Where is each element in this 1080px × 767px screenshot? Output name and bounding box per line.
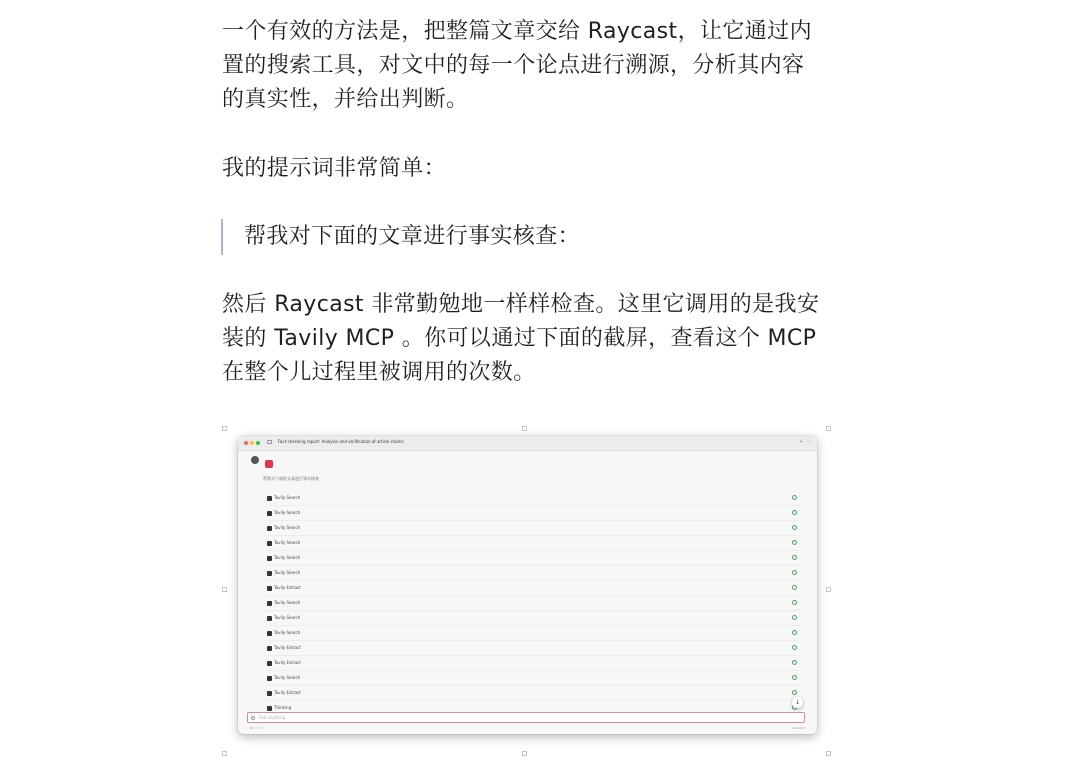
chat-input xyxy=(247,712,805,723)
tool-icon xyxy=(267,691,272,696)
tool-icon xyxy=(267,541,272,546)
check-icon xyxy=(792,555,797,560)
tool-icon xyxy=(267,601,272,606)
check-icon xyxy=(792,660,797,665)
user-prompt: 帮我对下面的文章进行事实核查 xyxy=(263,476,319,481)
tool-call-label: Tavily Extract xyxy=(274,690,301,695)
tool-icon xyxy=(267,556,272,561)
tool-icon xyxy=(267,661,272,666)
tool-call-label: Tavily Search xyxy=(274,525,301,530)
check-icon xyxy=(792,525,797,530)
tool-call-label: Tavily Search xyxy=(274,540,301,545)
tool-call-row xyxy=(265,537,801,551)
zoom-dot-icon xyxy=(256,441,260,445)
tool-call-row xyxy=(265,507,801,521)
resize-handle-top[interactable] xyxy=(522,426,527,431)
tool-call-row xyxy=(265,552,801,566)
scroll-down-icon: ↓ xyxy=(792,697,803,708)
article-paragraph-3: 然后 Raycast 非常勤勉地一样样检查。这里它调用的是我安装的 Tavily MCP 。你可以通过下面的截屏，查看这个 MCP 在整个儿过程里被调用的次数。 xyxy=(222,292,820,385)
attachment-icon xyxy=(265,460,273,468)
check-icon xyxy=(792,495,797,500)
article-paragraph-1: 一个有效的方法是，把整篇文章交给 Raycast，让它通过内置的搜索工具，对文中的每一个论点进行溯源，分析其内容的真实性，并给出判断。 xyxy=(222,19,812,112)
tool-call-label: Tavily Search xyxy=(274,510,301,515)
check-icon xyxy=(792,675,797,680)
tool-call-label: Tavily Search xyxy=(274,600,301,605)
tool-call-row xyxy=(265,657,801,671)
tool-icon xyxy=(267,526,272,531)
resize-handle-top-left[interactable] xyxy=(222,426,227,431)
tool-call-row xyxy=(265,612,801,626)
resize-handle-bottom-left[interactable] xyxy=(222,751,227,756)
check-icon xyxy=(792,615,797,620)
tool-call-row xyxy=(265,672,801,686)
resize-handle-bottom-right[interactable] xyxy=(826,751,831,756)
tool-call-label: Tavily Search xyxy=(274,555,301,560)
resize-handle-right[interactable] xyxy=(826,587,831,592)
resize-handle-bottom[interactable] xyxy=(522,751,527,756)
tool-call-label: Tavily Search xyxy=(274,630,301,635)
window-title: Fact-checking report: Analysis and verification of article claims xyxy=(278,439,404,444)
check-icon xyxy=(792,540,797,545)
user-avatar xyxy=(251,456,259,464)
tool-call-row xyxy=(265,687,801,701)
resize-handle-left[interactable] xyxy=(222,587,227,592)
tool-call-label: Tavily Extract xyxy=(274,585,301,590)
tool-call-row xyxy=(265,567,801,581)
tool-call-label: Tavily Search xyxy=(274,570,301,575)
tool-call-row xyxy=(265,492,801,506)
footer-shortcuts: ⌘ ⏎ ⇧ ⏎ xyxy=(250,726,264,730)
check-icon xyxy=(792,570,797,575)
tool-call-label: Tavily Extract xyxy=(274,645,301,650)
tool-call-label: Tavily Extract xyxy=(274,660,301,665)
embedded-screenshot[interactable] xyxy=(238,436,817,734)
tool-call-label: Tavily Search xyxy=(274,675,301,680)
tool-call-label: Tavily Search xyxy=(274,615,301,620)
input-placeholder: Ask anything... xyxy=(259,715,289,720)
footer-model: Sonnet 4 xyxy=(791,726,805,730)
new-chat-icon: + xyxy=(799,439,804,445)
window-titlebar xyxy=(238,436,817,451)
tool-icon xyxy=(267,496,272,501)
tool-call-row xyxy=(265,522,801,536)
tool-call-label: Tavily Search xyxy=(274,495,301,500)
tool-call-row xyxy=(265,642,801,656)
tool-icon xyxy=(267,571,272,576)
tool-icon xyxy=(267,616,272,621)
tool-icon xyxy=(267,646,272,651)
resize-handle-top-right[interactable] xyxy=(826,426,831,431)
check-icon xyxy=(792,600,797,605)
check-icon xyxy=(792,630,797,635)
tool-call-row xyxy=(265,627,801,641)
tool-call-row xyxy=(265,582,801,596)
check-icon xyxy=(792,585,797,590)
check-icon xyxy=(792,645,797,650)
tool-icon xyxy=(267,631,272,636)
tool-icon xyxy=(267,676,272,681)
check-icon xyxy=(792,510,797,515)
more-icon: ⋯ xyxy=(807,439,812,445)
input-attach-icon xyxy=(251,716,255,720)
tool-icon xyxy=(267,706,272,711)
tool-call-row xyxy=(265,597,801,611)
check-icon xyxy=(792,690,797,695)
article-paragraph-2: 我的提示词非常简单： xyxy=(222,156,447,181)
prompt-blockquote: 帮我对下面的文章进行事实核查： xyxy=(221,219,821,255)
tool-call-label: Thinking xyxy=(274,705,292,710)
close-dot-icon xyxy=(244,441,248,445)
tool-icon xyxy=(267,511,272,516)
chat-icon xyxy=(267,440,272,444)
minimize-dot-icon xyxy=(250,441,254,445)
tool-icon xyxy=(267,586,272,591)
